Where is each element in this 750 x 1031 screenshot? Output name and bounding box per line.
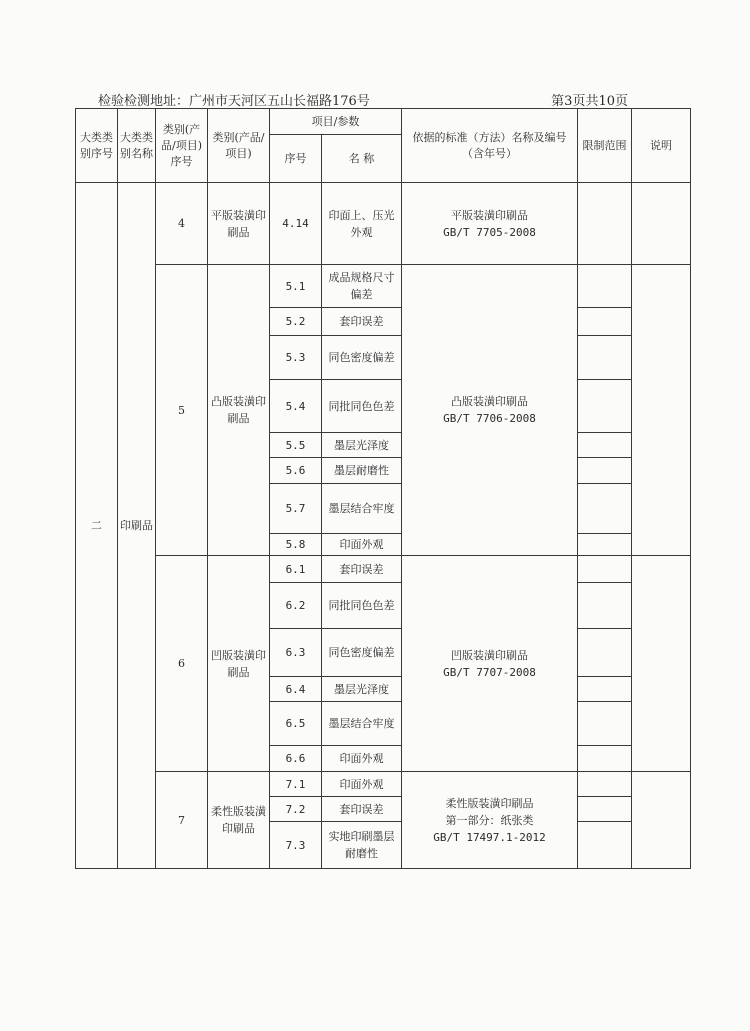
header-param-name: 名 称 [322, 135, 402, 183]
group-7-no: 7 [156, 772, 208, 869]
category-name: 印刷品 [118, 183, 156, 869]
item-name: 同色密度偏差 [322, 629, 402, 677]
group-4-name: 平版装潢印刷品 [208, 183, 270, 265]
item-name: 实地印刷墨层耐磨性 [322, 822, 402, 869]
item-name: 套印误差 [322, 797, 402, 822]
limit-cell [578, 265, 632, 308]
limit-cell [578, 702, 632, 746]
item-name: 套印误差 [322, 308, 402, 336]
note-cell [632, 772, 691, 869]
limit-cell [578, 484, 632, 534]
item-name: 同色密度偏差 [322, 336, 402, 380]
item-name: 墨层光泽度 [322, 677, 402, 702]
item-name: 印面外观 [322, 534, 402, 556]
item-no: 5.6 [270, 458, 322, 484]
limit-cell [578, 822, 632, 869]
group-7-standard: 柔性版装潢印刷品 第一部分：纸张类 GB/T 17497.1-2012 [402, 772, 578, 869]
group-6-no: 6 [156, 556, 208, 772]
limit-cell [578, 772, 632, 797]
note-cell [632, 556, 691, 772]
group-5-no: 5 [156, 265, 208, 556]
item-no: 5.2 [270, 308, 322, 336]
limit-cell [578, 556, 632, 583]
category-no: 二 [76, 183, 118, 869]
item-no: 6.2 [270, 583, 322, 629]
item-4-14-no: 4.14 [270, 183, 322, 265]
item-name: 墨层结合牢度 [322, 484, 402, 534]
limit-cell [578, 583, 632, 629]
header-standard: 依据的标准（方法）名称及编号（含年号） [402, 109, 578, 183]
group-6-standard: 凹版装潢印刷品 GB/T 7707-2008 [402, 556, 578, 772]
item-no: 5.5 [270, 433, 322, 458]
item-name: 同批同色色差 [322, 380, 402, 433]
item-name: 成品规格尺寸偏差 [322, 265, 402, 308]
item-name: 套印误差 [322, 556, 402, 583]
group-7-name: 柔性版装潢印刷品 [208, 772, 270, 869]
lab-address: 检验检测地址：广州市天河区五山长福路176号 [98, 94, 370, 109]
item-no: 6.1 [270, 556, 322, 583]
header-product-no: 类别(产品/项目)序号 [156, 109, 208, 183]
limit-cell [578, 677, 632, 702]
group-4-standard: 平版装潢印刷品 GB/T 7705-2008 [402, 183, 578, 265]
group-5-name: 凸版装潢印刷品 [208, 265, 270, 556]
item-name: 同批同色色差 [322, 583, 402, 629]
group-4-limit [578, 183, 632, 265]
item-no: 7.3 [270, 822, 322, 869]
header-product: 类别(产品/项目) [208, 109, 270, 183]
item-4-14-name: 印面上、压光外观 [322, 183, 402, 265]
limit-cell [578, 336, 632, 380]
scope-table [75, 108, 691, 869]
limit-cell [578, 433, 632, 458]
limit-cell [578, 308, 632, 336]
limit-cell [578, 746, 632, 772]
page-header [98, 90, 628, 108]
limit-cell [578, 797, 632, 822]
item-no: 6.6 [270, 746, 322, 772]
item-name: 墨层耐磨性 [322, 458, 402, 484]
item-no: 7.2 [270, 797, 322, 822]
limit-cell [578, 380, 632, 433]
item-name: 印面外观 [322, 746, 402, 772]
item-no: 5.8 [270, 534, 322, 556]
header-category-no: 大类类别序号 [76, 109, 118, 183]
item-name: 墨层结合牢度 [322, 702, 402, 746]
item-name: 墨层光泽度 [322, 433, 402, 458]
item-no: 6.3 [270, 629, 322, 677]
limit-cell [578, 629, 632, 677]
group-4-no: 4 [156, 183, 208, 265]
group-5-standard: 凸版装潢印刷品 GB/T 7706-2008 [402, 265, 578, 556]
item-name: 印面外观 [322, 772, 402, 797]
limit-cell [578, 458, 632, 484]
group-6-name: 凹版装潢印刷品 [208, 556, 270, 772]
header-param: 项目/参数 [270, 109, 402, 135]
item-no: 6.4 [270, 677, 322, 702]
item-no: 5.4 [270, 380, 322, 433]
header-param-no: 序号 [270, 135, 322, 183]
item-no: 6.5 [270, 702, 322, 746]
item-no: 5.7 [270, 484, 322, 534]
header-category-name: 大类类别名称 [118, 109, 156, 183]
limit-cell [578, 534, 632, 556]
item-no: 7.1 [270, 772, 322, 797]
header-note: 说明 [632, 109, 691, 183]
item-no: 5.1 [270, 265, 322, 308]
group-4-note [632, 183, 691, 265]
page-number: 第3页共10页 [551, 94, 628, 109]
item-no: 5.3 [270, 336, 322, 380]
note-cell [632, 265, 691, 556]
header-limit: 限制范围 [578, 109, 632, 183]
